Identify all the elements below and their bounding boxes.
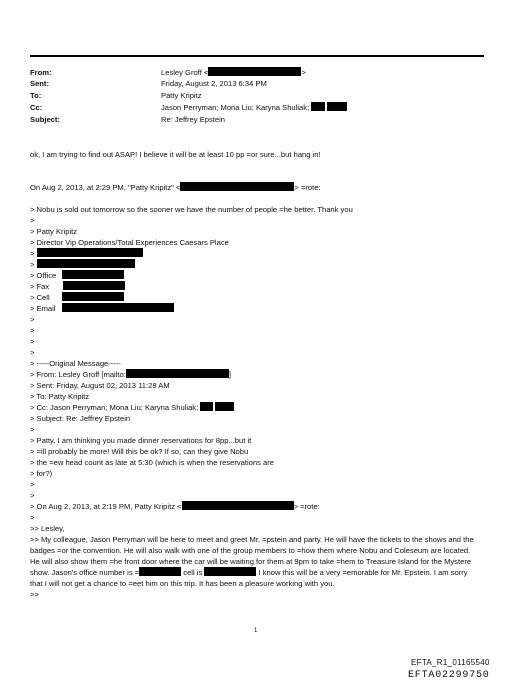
quote-header-text: On Aug 2, 2013, at 2:29 PM, "Patty Kripitz" <	[30, 183, 181, 192]
redaction-box	[200, 402, 213, 411]
redaction-box	[327, 102, 347, 111]
quote-header-tail: > =rote:	[294, 183, 321, 192]
redaction-box	[37, 259, 135, 268]
original-body-line: > Patty, I am thinking you made dinner reservations for 8pp...but it	[30, 436, 252, 445]
original-body-line: > for?)	[30, 469, 53, 478]
sent-label: Sent:	[30, 79, 49, 88]
original-body-line: > =ill probably be more! Will this be ok? If so, can they give Nobu	[30, 447, 249, 456]
from-name: Lesley Groff <	[161, 68, 209, 77]
page-number: 1	[254, 628, 258, 634]
from-bracket: >	[301, 68, 306, 77]
redaction-box	[204, 567, 256, 576]
original-message-line: > -----Original Message-----	[30, 359, 121, 368]
quoted-message	[30, 204, 490, 600]
footer-reference-2: EFTA02299750	[408, 670, 490, 681]
redaction-box	[126, 369, 229, 378]
original-body-line: > the =ew head count as late at 5:30 (which is when the reservations are	[30, 458, 274, 467]
quote-line: >	[30, 513, 35, 522]
quote-line: >	[30, 348, 35, 357]
redaction-box	[63, 281, 125, 290]
redaction-box	[180, 182, 294, 191]
cc-value	[161, 102, 347, 113]
subject-label: Subject:	[30, 115, 60, 124]
greeting-line: >> Lesley,	[30, 524, 65, 533]
closing-line: >>	[30, 590, 39, 599]
quote2-header: > On Aug 2, 2013, at 2:19 PM, Patty Kripitz < > =rote:	[30, 502, 320, 511]
original-sent-line: > Sent: Friday, August 02, 2013 11:28 AM	[30, 381, 170, 390]
footer-reference-1: EFTA_R1_01165540	[411, 658, 490, 667]
original-subject-line: > Subject: Re: Jeffrey Epstein	[30, 414, 131, 423]
quote-line: > Director Vip Operations/Total Experiences Caesars Place	[30, 238, 229, 247]
quote-line: >	[30, 491, 35, 500]
sent-value: Friday, August 2, 2013 6:34 PM	[161, 79, 267, 88]
from-label: From:	[30, 68, 52, 77]
redaction-box	[215, 402, 234, 411]
fax-line: > Fax	[30, 281, 490, 292]
original-cc-line: > Cc: Jason Perryman; Mona Liu; Karyna Shuliak;	[30, 402, 490, 413]
cc-names: Jason Perryman; Mona Liu; Karyna Shuliak;	[161, 103, 310, 112]
quote-line: >	[30, 326, 35, 335]
quote-line: >	[30, 480, 35, 489]
quote-line: >	[30, 315, 35, 324]
to-value: Patty Kripitz	[161, 91, 202, 100]
quote-line: >	[30, 216, 35, 225]
main-paragraph: >> My colleague, Jason Perryman will be here to meet and greet Mr. =pstein and party. He will have the tickets to the shows and the badges =or the convention. He will also walk with one of the group members to =how them where Nobu and Coleseum are located. He will also show them =he front door where the car will be waiting for them at 9pm to take =hem to Treasure Island for the Mystere show. Jason's office number is = cell is I know this will be a very =emorable for Mr. Epstein. I am sorry that I will not get a chance to =eet him on this trip. It has been a pleasure working with you.	[30, 535, 474, 588]
cc-label: Cc:	[30, 103, 43, 112]
quote-header	[30, 182, 321, 193]
cell-line: > Cell	[30, 292, 490, 303]
redaction-box	[139, 567, 181, 576]
quote-line: >	[30, 425, 35, 434]
redaction-box	[62, 303, 174, 312]
quote-line: > Nobu is sold out tomorrow so the sooner we have the number of people =he better. Thank you	[30, 205, 353, 214]
redaction-box	[311, 102, 325, 111]
header-rule	[30, 55, 484, 57]
from-value	[161, 67, 306, 78]
original-to-line: > To: Patty Kripitz	[30, 392, 90, 401]
redaction-box	[62, 292, 124, 301]
quote-line: > Patty Kripitz	[30, 227, 78, 236]
office-line: > Office	[30, 270, 490, 281]
reply-text: ok, I am trying to find out ASAP! I believe it will be at least 10 pp =or sure...but hang in!	[30, 150, 321, 159]
redaction-box	[62, 270, 124, 279]
to-label: To:	[30, 91, 42, 100]
original-from-line: > From: Lesley Groff [mailto: ]	[30, 370, 231, 379]
quote-line: >	[30, 259, 490, 270]
redaction-box	[37, 248, 143, 257]
quote-line: >	[30, 248, 490, 259]
redaction-box	[182, 501, 294, 510]
email-line: > Email	[30, 303, 490, 314]
subject-value: Re: Jeffrey Epstein	[161, 115, 226, 124]
redaction-box	[208, 67, 301, 76]
quote-line: >	[30, 337, 35, 346]
